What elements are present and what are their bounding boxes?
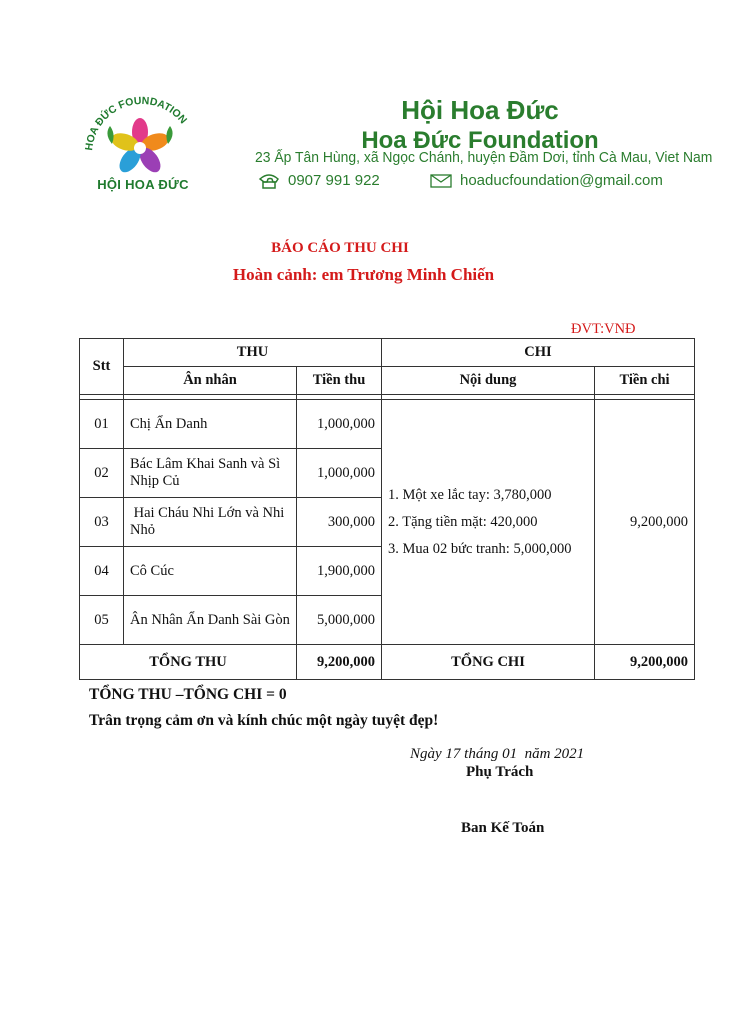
header-an-nhan: Ân nhân [124,367,297,395]
header-banner [80,92,713,212]
header-stt: Stt [80,339,124,395]
chi-amount: 9,200,000 [595,400,695,645]
row-stt: 03 [80,498,124,547]
org-name-en: Hoa Đức Foundation [361,127,599,154]
org-address: 23 Ấp Tân Hùng, xã Ngọc Chánh, huyện Đầm Dơi, tỉnh Cà Mau, Viet Nam [255,150,713,166]
row-donor: Bác Lâm Khai Sanh và Sì Nhịp Củ [124,449,297,498]
chi-item: 1. Một xe lắc tay: 3,780,000 [388,486,552,503]
svg-text:HOA ĐỨC FOUNDATION: HOA ĐỨC FOUNDATION [83,94,190,152]
signer-dept: Ban Kế Toán [461,820,545,836]
email-line [430,172,663,189]
row-stt: 01 [80,400,124,449]
row-stt: 05 [80,596,124,645]
header-tien-thu: Tiền thu [297,367,382,395]
phone-icon [258,173,280,189]
row-donor: Cô Cúc [124,547,297,596]
total-thu-value: 9,200,000 [297,645,382,680]
balance-line: TỔNG THU –TỔNG CHI = 0 [89,686,287,703]
row-donor: Chị Ẩn Danh [124,400,297,449]
total-chi-value: 9,200,000 [595,645,695,680]
row-amount: 1,000,000 [297,400,382,449]
org-name-block [250,94,710,156]
chi-content [382,400,595,645]
total-chi-label: TỔNG CHI [382,645,595,680]
total-row [80,645,695,680]
row-amount: 5,000,000 [297,596,382,645]
row-stt: 04 [80,547,124,596]
phone-line [258,172,380,189]
report-title: BÁO CÁO THU CHI [271,240,409,256]
envelope-icon [430,174,452,188]
email-address: hoaducfoundation@gmail.com [460,172,663,189]
chi-item: 2. Tặng tiền mặt: 420,000 [388,513,538,530]
org-name-vn: Hội Hoa Đức [401,95,559,125]
header-thu: THU [124,339,382,367]
report-date: Ngày 17 tháng 01 năm 2021 [410,746,585,762]
row-amount: 1,900,000 [297,547,382,596]
row-donor: Hai Cháu Nhi Lớn và Nhi Nhỏ [124,498,297,547]
row-stt: 02 [80,449,124,498]
header-tien-chi: Tiền chi [595,367,695,395]
logo-flower-icon [80,92,200,182]
logo-bottom-text: HỘI HOA ĐỨC [97,177,189,192]
table-row [80,400,695,449]
header-noi-dung: Nội dung [382,367,595,395]
row-amount: 300,000 [297,498,382,547]
signer-title: Phụ Trách [466,764,534,780]
chi-item: 3. Mua 02 bức tranh: 5,000,000 [388,540,572,557]
row-donor: Ân Nhân Ẩn Danh Sài Gòn [124,596,297,645]
header-chi: CHI [382,339,695,367]
currency-unit: ĐVT:VNĐ [571,321,636,337]
foundation-logo [80,92,200,204]
income-expense-table [79,338,695,680]
phone-number: 0907 991 922 [288,172,380,189]
thanks-line: Trân trọng cảm ơn và kính chúc một ngày tuyệt đẹp! [89,712,439,729]
total-thu-label: TỔNG THU [80,645,297,680]
row-amount: 1,000,000 [297,449,382,498]
report-subtitle: Hoàn cảnh: em Trương Minh Chiến [232,265,495,284]
